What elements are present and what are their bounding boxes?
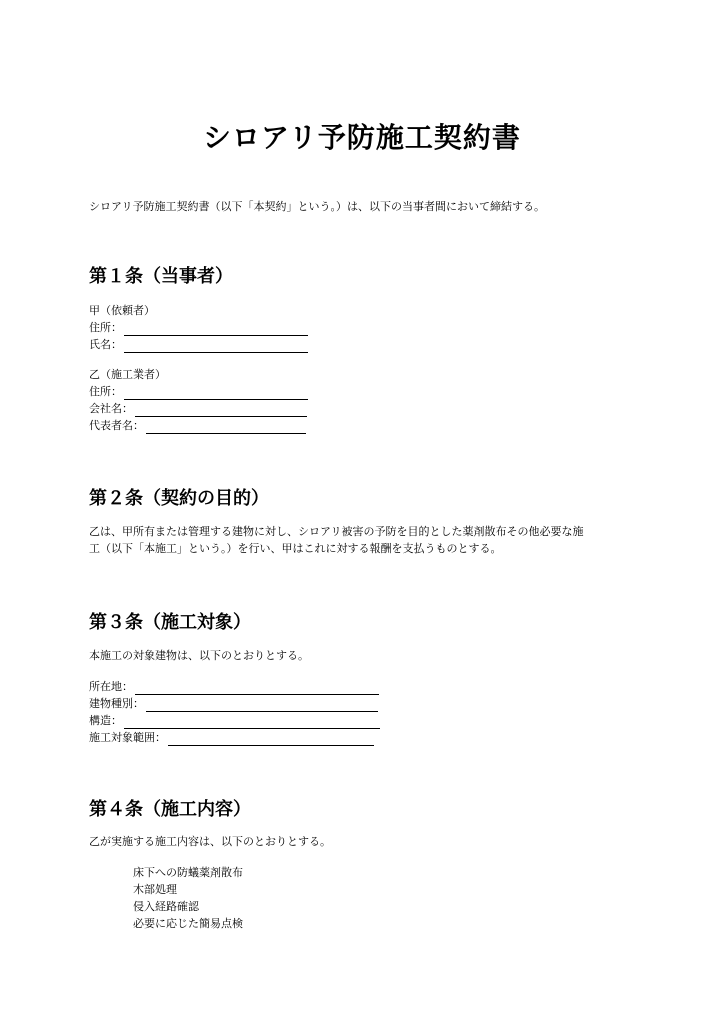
list-item: 床下への防蟻薬剤散布 (133, 866, 243, 879)
structure-label: 構造： (89, 714, 122, 727)
list-item: 必要に応じた簡易点検 (133, 917, 243, 930)
article-3-heading: 第３条（施工対象） (89, 612, 251, 633)
party-b-company-label: 会社名： (89, 402, 133, 415)
party-b-representative-field[interactable] (89, 418, 306, 434)
party-b-address-field[interactable] (89, 384, 308, 400)
party-b-company-field[interactable] (89, 401, 307, 417)
party-b-company-blank[interactable] (135, 403, 307, 417)
party-a-label: 甲（依頼者） (89, 304, 155, 317)
location-label: 所在地： (89, 680, 133, 693)
list-item: 侵入経路確認 (133, 900, 199, 913)
location-field[interactable] (89, 679, 379, 695)
building-type-label: 建物種別： (89, 697, 144, 710)
party-a-address-label: 住所： (89, 321, 122, 334)
party-a-address-field[interactable] (89, 320, 308, 336)
article-4-heading: 第４条（施工内容） (89, 799, 251, 820)
building-type-blank[interactable] (146, 698, 378, 712)
structure-blank[interactable] (124, 715, 380, 729)
party-b-address-label: 住所： (89, 385, 122, 398)
building-type-field[interactable] (89, 696, 378, 712)
article-1-heading: 第１条（当事者） (89, 266, 233, 287)
intro-text: シロアリ予防施工契約書（以下「本契約」という。）は、以下の当事者間において締結する。 (89, 200, 546, 213)
location-blank[interactable] (135, 681, 379, 695)
document-title: シロアリ予防施工契約書 (203, 121, 521, 154)
list-item: 木部処理 (133, 883, 177, 896)
party-a-name-field[interactable] (89, 337, 308, 353)
scope-blank[interactable] (168, 732, 374, 746)
party-b-label: 乙（施工業者） (89, 368, 166, 381)
party-a-name-blank[interactable] (124, 339, 308, 353)
scope-field[interactable] (89, 730, 374, 746)
article-2-text-line-2: 工（以下「本施工」という。）を行い、甲はこれに対する報酬を支払うものとする。 (89, 542, 502, 555)
party-a-address-blank[interactable] (124, 322, 308, 336)
scope-label: 施工対象範囲： (89, 731, 166, 744)
party-b-representative-label: 代表者名： (89, 419, 144, 432)
article-2-heading: 第２条（契約の目的） (89, 488, 269, 509)
party-a-name-label: 氏名： (89, 338, 122, 351)
article-4-text: 乙が実施する施工内容は、以下のとおりとする。 (89, 835, 331, 848)
party-b-representative-blank[interactable] (146, 420, 306, 434)
structure-field[interactable] (89, 713, 380, 729)
party-b-address-blank[interactable] (124, 386, 308, 400)
article-2-text-line-1: 乙は、甲所有または管理する建物に対し、シロアリ被害の予防を目的とした薬剤散布その他必要な施 (89, 525, 584, 538)
article-3-text: 本施工の対象建物は、以下のとおりとする。 (89, 649, 309, 662)
